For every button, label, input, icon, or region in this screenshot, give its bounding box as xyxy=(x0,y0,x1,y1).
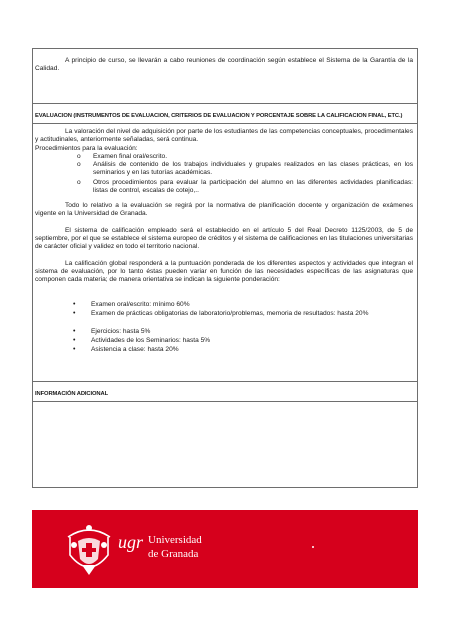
university-name-line2: de Granada xyxy=(148,548,199,560)
weight-item xyxy=(73,328,413,337)
coordination-paragraph: A principio de curso, se llevarán a cabo reuniones de coordinación según establece el Sistema de la Garantía de la Calidad. xyxy=(35,57,413,73)
university-name-line1: Universidad xyxy=(148,534,202,546)
row-divider xyxy=(33,103,417,104)
syllabus-table xyxy=(32,48,418,488)
row-divider xyxy=(33,381,417,382)
weight-item xyxy=(73,337,413,346)
procedure-item xyxy=(77,161,413,178)
evaluation-header: EVALUACIÓN (INSTRUMENTOS DE EVALUACIÓN, CRITERIOS DE EVALUACIÓN Y PORCENTAJE SOBRE LA CALIFICACIÓN FINAL, ETC.) xyxy=(35,113,403,119)
university-crest-icon xyxy=(60,519,118,581)
footer-dot xyxy=(312,546,314,548)
weight-text: Ejercicios: hasta 5% xyxy=(91,328,151,335)
additional-info-header: INFORMACIÓN ADICIONAL xyxy=(35,391,109,397)
weight-bullet: • xyxy=(73,310,76,317)
weight-text: Examen oral/escrito: mínimo 60% xyxy=(91,301,190,308)
weight-bullet: • xyxy=(73,328,76,335)
procedure-text: Examen final oral/escrito. xyxy=(93,153,168,160)
weight-bullet: • xyxy=(73,346,76,353)
weight-item xyxy=(73,301,413,310)
weight-text: Examen de prácticas obligatorias de laboratorio/problemas, memoria de resultados: hasta 20% xyxy=(91,310,369,317)
procedure-marker: o xyxy=(77,161,81,168)
weight-bullet: • xyxy=(73,301,76,308)
procedures-label: Procedimientos para la evaluación: xyxy=(35,145,138,152)
weight-bullet: • xyxy=(73,337,76,344)
procedure-text: Análisis de contenido de los trabajos individuales y grupales realizados en las clases prácticas, en los seminarios y en las tutorías académicas. xyxy=(93,161,413,177)
evaluation-paragraph-3: El sistema de calificación empleado será el establecido en el artículo 5 del Real Decreto 1125/2003, de 5 de septiembre, por el que se establece el sistema europeo de créditos y el sistema de calificaciones en las titulaciones universitarias de carácter oficial y validez en todo el territorio nacional. xyxy=(35,227,413,251)
weight-text: Actividades de los Seminarios: hasta 5% xyxy=(91,337,211,344)
weight-item xyxy=(73,346,413,355)
evaluation-paragraph-4: La calificación global responderá a la puntuación ponderada de los diferentes aspectos y actividades que integran el sistema de evaluación, por lo tanto éstas pueden variar en función de las necesidades específicas de las asignaturas que componen cada materia; de manera orientativa se indican la siguiente ponderación: xyxy=(35,260,413,284)
row-divider xyxy=(33,123,417,124)
procedure-text: Otros procedimientos para evaluar la participación del alumno en las diferentes actividades planificadas: listas de control, escalas de cotejo,.. xyxy=(93,179,413,195)
evaluation-paragraph-1: La valoración del nivel de adquisición por parte de los estudiantes de las competencias conceptuales, procedimentales y actitudinales, anteriormente señaladas, será continua. xyxy=(35,128,413,144)
procedure-item xyxy=(77,179,413,196)
evaluation-paragraph-2: Todo lo relativo a la evaluación se regirá por la normativa de planificación docente y organización de exámenes vigente en la Universidad de Granada. xyxy=(35,202,413,218)
row-divider xyxy=(33,401,417,402)
weight-text: Asistencia a clase: hasta 20% xyxy=(91,346,179,353)
svg-text:ugr: ugr xyxy=(118,532,144,552)
ugr-logo-icon xyxy=(118,528,148,558)
procedure-marker: o xyxy=(77,153,81,160)
procedure-marker: o xyxy=(77,179,81,186)
weight-item xyxy=(73,310,413,327)
